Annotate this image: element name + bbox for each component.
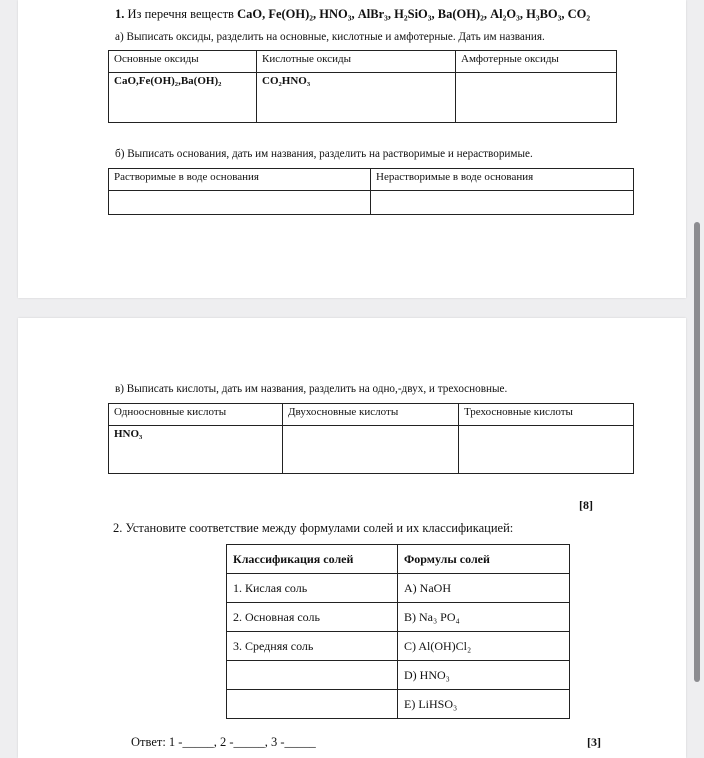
bases-header-soluble: Растворимые в воде основания <box>109 169 371 191</box>
salt-formula-d: D) HNO₃ <box>398 661 570 690</box>
oxides-header-basic: Основные оксиды <box>109 51 257 73</box>
vertical-scrollbar[interactable] <box>694 222 700 682</box>
part-c-instruction: в) Выписать кислоты, дать им названия, разделить на одно,-двух, и трехосновные. <box>115 383 508 395</box>
salts-header-classification: Классификация солей <box>227 545 398 574</box>
salt-class-empty-1 <box>227 661 398 690</box>
salt-formula-b: B) Na₃ PO₄ <box>398 603 570 632</box>
salt-formula-e: E) LiHSO₃ <box>398 690 570 719</box>
question-2-points: [3] <box>587 735 601 749</box>
salts-table <box>226 544 570 719</box>
salt-class-1: 1. Кислая соль <box>227 574 398 603</box>
oxides-answer-basic: CaO,Fe(OH)₂,Ba(OH)₂ <box>109 73 257 123</box>
oxides-answer-amphoteric <box>456 73 617 123</box>
bases-table <box>108 168 634 215</box>
oxides-answer-acidic: CO₂HNO₃ <box>257 73 456 123</box>
answer-line: Ответ: 1 -_____, 2 -_____, 3 -_____ <box>131 735 316 749</box>
salt-formula-c: C) Al(OH)Cl₂ <box>398 632 570 661</box>
oxides-header-acidic: Кислотные оксиды <box>257 51 456 73</box>
acids-header-tribasic: Трехосновные кислоты <box>459 404 634 426</box>
document-page-1 <box>18 0 686 298</box>
question-1-header: 1. Из перечня веществ CaO, Fe(OH)₂, HNO₃, AlBr₃, H₂SiO₃, Ba(OH)₂, Al₂O₃, H₃BO₃, CO₂ <box>115 7 591 21</box>
acids-answer-dibasic <box>283 426 459 474</box>
salt-class-3: 3. Средняя соль <box>227 632 398 661</box>
salts-header-formulas: Формулы солей <box>398 545 570 574</box>
salt-class-empty-2 <box>227 690 398 719</box>
oxides-table <box>108 50 617 123</box>
bases-answer-soluble <box>109 191 371 215</box>
bases-answer-insoluble <box>371 191 634 215</box>
oxides-header-amphoteric: Амфотерные оксиды <box>456 51 617 73</box>
acids-table <box>108 403 634 474</box>
acids-header-monobasic: Одноосновные кислоты <box>109 404 283 426</box>
part-a-instruction: а) Выписать оксиды, разделить на основные, кислотные и амфотерные. Дать им названия. <box>115 31 545 43</box>
question-1-points: [8] <box>579 498 593 512</box>
document-page-2 <box>18 318 686 758</box>
acids-answer-tribasic <box>459 426 634 474</box>
acids-answer-monobasic: HNO₃ <box>109 426 283 474</box>
bases-header-insoluble: Нерастворимые в воде основания <box>371 169 634 191</box>
question-2-title: 2. Установите соответствие между формулами солей и их классификацией: <box>113 521 514 535</box>
salt-class-2: 2. Основная соль <box>227 603 398 632</box>
part-b-instruction: б) Выписать основания, дать им названия, разделить на растворимые и нерастворимые. <box>115 148 533 160</box>
acids-header-dibasic: Двухосновные кислоты <box>283 404 459 426</box>
salt-formula-a: A) NaOH <box>398 574 570 603</box>
